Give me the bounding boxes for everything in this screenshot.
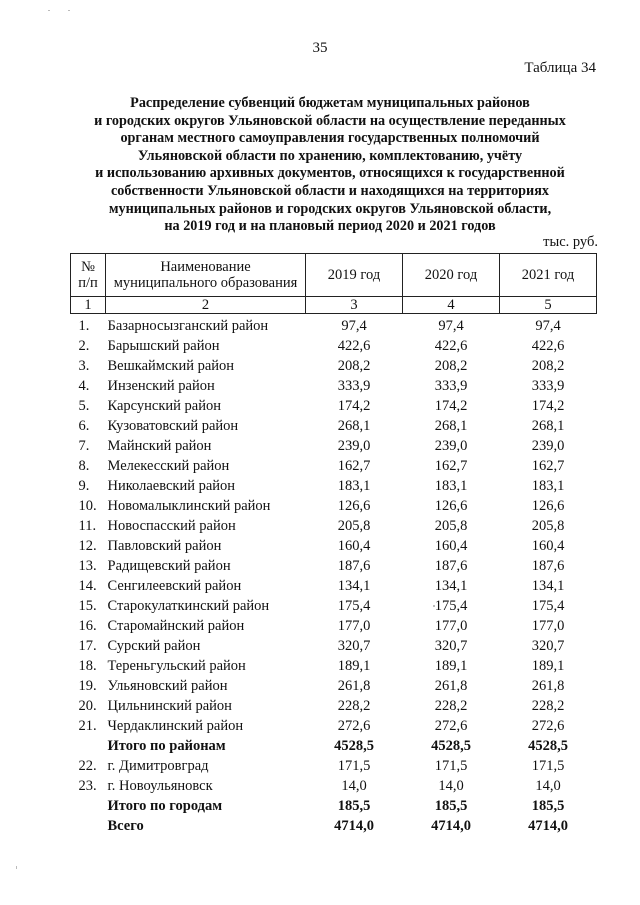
row-name: Николаевский район xyxy=(107,478,236,494)
title-line: на 2019 год и на плановый период 2020 и 2021 годов xyxy=(164,218,496,235)
table-row xyxy=(71,656,597,676)
table-row xyxy=(71,496,597,516)
row-number: 10. xyxy=(78,498,97,514)
row-name: Ульяновский район xyxy=(107,678,228,694)
value-2020: 97,4 xyxy=(438,318,464,334)
row-number: 2. xyxy=(78,338,90,354)
value-2021: 134,1 xyxy=(531,578,565,594)
value-2019: 333,9 xyxy=(337,378,371,394)
row-number: 23. xyxy=(78,778,97,794)
table-row xyxy=(71,756,597,776)
column-index: 4 xyxy=(403,297,500,314)
row-number: 13. xyxy=(78,558,97,574)
value-2020: 239,0 xyxy=(434,438,468,454)
row-number: 21. xyxy=(78,718,97,734)
header-2021: 2021 год xyxy=(500,254,597,297)
table-row xyxy=(71,476,597,496)
scan-speck xyxy=(433,605,435,607)
value-2021: 162,7 xyxy=(531,458,565,474)
value-2021: 333,9 xyxy=(531,378,565,394)
value-2020: 14,0 xyxy=(438,778,464,794)
value-2021: 97,4 xyxy=(535,318,561,334)
row-name: Сурский район xyxy=(107,638,201,654)
value-2020: 272,6 xyxy=(434,718,468,734)
row-name: Кузоватовский район xyxy=(107,418,239,434)
value-2019: 228,2 xyxy=(337,698,371,714)
value-2021: 272,6 xyxy=(531,718,565,734)
row-name: Старокулаткинский район xyxy=(107,598,270,614)
value-2020: 187,6 xyxy=(434,558,468,574)
row-name: Карсунский район xyxy=(107,398,222,414)
title-line: муниципальных районов и городских округов Ульяновской области, xyxy=(108,200,552,217)
row-number: 14. xyxy=(78,578,97,594)
value-2021: 160,4 xyxy=(531,538,565,554)
row-number: 16. xyxy=(78,618,97,634)
row-name: Барышский район xyxy=(107,338,220,354)
title-line: органам местного самоуправления государственных полномочий xyxy=(120,130,540,147)
value-2020: 261,8 xyxy=(434,678,468,694)
value-2020: 177,0 xyxy=(434,618,468,634)
value-2020: 185,5 xyxy=(434,798,468,814)
table-row xyxy=(71,376,597,396)
column-index: 3 xyxy=(306,297,403,314)
value-2021: 187,6 xyxy=(531,558,565,574)
value-2020: 160,4 xyxy=(434,538,468,554)
table-row xyxy=(71,356,597,376)
value-2019: 422,6 xyxy=(337,338,371,354)
table-row xyxy=(71,636,597,656)
value-2020: 162,7 xyxy=(434,458,468,474)
table-row xyxy=(71,616,597,636)
value-2020: 134,1 xyxy=(434,578,468,594)
value-2021: 175,4 xyxy=(531,598,565,614)
value-2020: 183,1 xyxy=(434,478,468,494)
value-2020: 320,7 xyxy=(434,638,468,654)
row-number: 6. xyxy=(78,418,90,434)
value-2019: 183,1 xyxy=(337,478,371,494)
row-name: Цильнинский район xyxy=(107,698,232,714)
table-row xyxy=(71,416,597,436)
header-name xyxy=(106,254,306,297)
row-name: г. Новоульяновск xyxy=(107,778,213,794)
row-name: Мелекесский район xyxy=(107,458,230,474)
table-body xyxy=(71,314,597,837)
row-name: Инзенский район xyxy=(107,378,215,394)
units-label: тыс. руб. xyxy=(543,234,598,250)
row-number: 22. xyxy=(78,758,97,774)
row-number: 1. xyxy=(78,318,90,334)
row-number: 18. xyxy=(78,658,97,674)
table-row xyxy=(71,314,597,337)
table-label: Таблица 34 xyxy=(524,60,596,76)
table-row xyxy=(71,516,597,536)
scan-speck xyxy=(48,10,50,11)
value-2019: 171,5 xyxy=(337,758,371,774)
column-index: 2 xyxy=(106,297,306,314)
table-row xyxy=(71,676,597,696)
value-2021: 14,0 xyxy=(535,778,561,794)
value-2019: 175,4 xyxy=(337,598,371,614)
value-2021: 205,8 xyxy=(531,518,565,534)
value-2021: 268,1 xyxy=(531,418,565,434)
row-number: 8. xyxy=(78,458,90,474)
row-number xyxy=(71,816,106,836)
value-2021: 183,1 xyxy=(531,478,565,494)
value-2021: 189,1 xyxy=(531,658,565,674)
header-num-line: п/п xyxy=(78,275,98,291)
value-2019: 239,0 xyxy=(337,438,371,454)
row-number xyxy=(71,736,106,756)
value-2019: 4528,5 xyxy=(334,738,374,754)
table-row xyxy=(71,336,597,356)
title-line: Распределение субвенций бюджетам муниципальных районов xyxy=(130,95,530,111)
row-name: Майнский район xyxy=(107,438,212,454)
row-name: Павловский район xyxy=(107,538,222,554)
value-2019: 134,1 xyxy=(337,578,371,594)
header-name-line: муниципального образования xyxy=(113,275,298,291)
row-number: 11. xyxy=(78,518,97,534)
table-header-row xyxy=(71,254,597,297)
row-name: Базарносызганский район xyxy=(107,318,269,334)
value-2019: 189,1 xyxy=(337,658,371,674)
value-2021: 4714,0 xyxy=(528,818,568,834)
title-line: и использованию архивных документов, относящихся к государственной xyxy=(95,165,565,182)
value-2019: 268,1 xyxy=(337,418,371,434)
value-2021: 228,2 xyxy=(531,698,565,714)
value-2019: 126,6 xyxy=(337,498,371,514)
column-index: 1 xyxy=(71,297,106,314)
row-name: Старомайнский район xyxy=(107,618,245,634)
value-2020: 189,1 xyxy=(434,658,468,674)
header-name-line: Наименование xyxy=(160,259,251,275)
table-row xyxy=(71,776,597,796)
value-2020: 4528,5 xyxy=(431,738,471,754)
title-line: собственности Ульяновской области и находящихся на территориях xyxy=(111,182,549,199)
value-2020: 4714,0 xyxy=(431,818,471,834)
row-number: 4. xyxy=(78,378,90,394)
row-name: Итого по городам xyxy=(107,798,223,814)
row-number: 19. xyxy=(78,678,97,694)
value-2021: 208,2 xyxy=(531,358,565,374)
value-2020: 175,4 xyxy=(434,598,468,614)
value-2019: 261,8 xyxy=(337,678,371,694)
value-2019: 162,7 xyxy=(337,458,371,474)
value-2019: 14,0 xyxy=(341,778,367,794)
row-name: Сенгилеевский район xyxy=(107,578,242,594)
table-row xyxy=(71,536,597,556)
scan-speck xyxy=(16,866,17,869)
value-2019: 205,8 xyxy=(337,518,371,534)
value-2021: 174,2 xyxy=(531,398,565,414)
value-2021: 422,6 xyxy=(531,338,565,354)
value-2019: 160,4 xyxy=(337,538,371,554)
value-2021: 177,0 xyxy=(531,618,565,634)
table-row xyxy=(71,456,597,476)
value-2019: 174,2 xyxy=(337,398,371,414)
column-index-row xyxy=(71,297,597,314)
table-row xyxy=(71,396,597,416)
title-line: и городских округов Ульяновской области на осуществление переданных xyxy=(94,112,566,129)
table-title xyxy=(70,95,590,236)
value-2019: 187,6 xyxy=(337,558,371,574)
row-name: Чердаклинский район xyxy=(107,718,244,734)
scan-speck xyxy=(68,10,70,11)
row-name: Вешкаймский район xyxy=(107,358,235,374)
row-number: 3. xyxy=(78,358,90,374)
table-row xyxy=(71,716,597,736)
row-number: 9. xyxy=(78,478,90,494)
value-2021: 239,0 xyxy=(531,438,565,454)
title-line: Ульяновской области по хранению, комплектованию, учёту xyxy=(137,147,523,164)
value-2021: 126,6 xyxy=(531,498,565,514)
value-2021: 185,5 xyxy=(531,798,565,814)
value-2020: 268,1 xyxy=(434,418,468,434)
value-2021: 171,5 xyxy=(531,758,565,774)
row-number: 12. xyxy=(78,538,97,554)
page-number: 35 xyxy=(312,40,328,56)
column-index: 5 xyxy=(500,297,597,314)
row-number: 15. xyxy=(78,598,97,614)
row-number: 17. xyxy=(78,638,97,654)
value-2020: 174,2 xyxy=(434,398,468,414)
table-row xyxy=(71,436,597,456)
value-2020: 208,2 xyxy=(434,358,468,374)
value-2020: 228,2 xyxy=(434,698,468,714)
row-number: 20. xyxy=(78,698,97,714)
row-name: Радищевский район xyxy=(107,558,231,574)
value-2020: 333,9 xyxy=(434,378,468,394)
row-number: 7. xyxy=(78,438,90,454)
value-2021: 320,7 xyxy=(531,638,565,654)
value-2021: 261,8 xyxy=(531,678,565,694)
header-2020: 2020 год xyxy=(403,254,500,297)
table-total-row xyxy=(71,736,597,756)
value-2019: 97,4 xyxy=(341,318,367,334)
value-2020: 171,5 xyxy=(434,758,468,774)
row-name: Итого по районам xyxy=(107,738,226,754)
value-2020: 205,8 xyxy=(434,518,468,534)
row-number xyxy=(71,796,106,816)
row-name: Всего xyxy=(107,818,144,834)
value-2019: 320,7 xyxy=(337,638,371,654)
value-2019: 272,6 xyxy=(337,718,371,734)
table-row xyxy=(71,556,597,576)
value-2019: 4714,0 xyxy=(334,818,374,834)
table-total-row xyxy=(71,816,597,836)
value-2019: 177,0 xyxy=(337,618,371,634)
value-2020: 126,6 xyxy=(434,498,468,514)
header-2019: 2019 год xyxy=(306,254,403,297)
table-row xyxy=(71,696,597,716)
value-2019: 185,5 xyxy=(337,798,371,814)
value-2021: 4528,5 xyxy=(528,738,568,754)
subsidy-table xyxy=(70,253,597,836)
table-row xyxy=(71,596,597,616)
row-name: Новоспасский район xyxy=(107,518,236,534)
table-total-row xyxy=(71,796,597,816)
value-2020: 422,6 xyxy=(434,338,468,354)
row-name: Тереньгульский район xyxy=(107,658,246,674)
header-num-line: № xyxy=(81,259,95,275)
value-2019: 208,2 xyxy=(337,358,371,374)
table-row xyxy=(71,576,597,596)
row-name: Новомалыклинский район xyxy=(107,498,271,514)
header-num xyxy=(71,254,106,297)
row-name: г. Димитровград xyxy=(107,758,209,774)
row-number: 5. xyxy=(78,398,90,414)
